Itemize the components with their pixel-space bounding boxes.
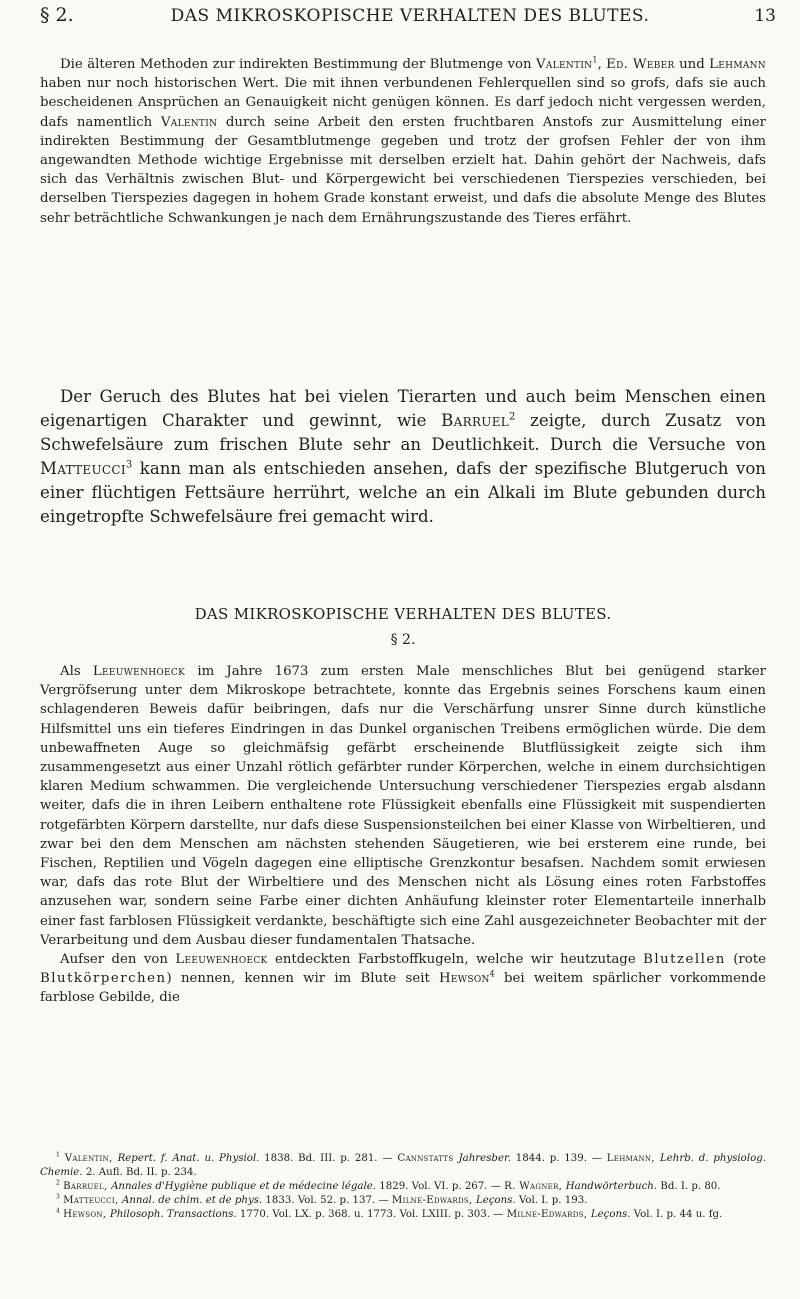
footnotes [40,1152,766,1222]
author-hewson: Hewson [439,971,490,987]
term-blutkoerperchen: Blutkörperchen [40,971,167,987]
author-valentin-2: Valentin [160,114,218,130]
footnote-3: $^3$ Matteucci, Annal. de chim. et de phys. 1833. Vol. 52. p. 137. — Milne-Edwards, Leçons. Vol. I. p. 193. [56,1193,588,1206]
header-title: DAS MIKROSKOPISCHE VERHALTEN DES BLUTES. [170,6,650,26]
paragraph-microscopy [40,662,766,1008]
book-page [40,0,780,1220]
footnote-ref-4: 4 [489,969,495,979]
author-leeuwenhoeck: Leeuwenhoeck [92,664,186,679]
chapter-heading: DAS MIKROSKOPISCHE VERHALTEN DES BLUTES. [194,605,612,623]
footnote-2: $^2$ Barruel, Annales d'Hygiène publique et de médecine légale. 1829. Vol. VI. p. 267. — R. Wagner, Handwörterbuch. Bd. I. p. 80. [56,1179,721,1192]
section-number: § 2. [390,632,416,648]
paragraph-blood-odor: Der Geruch des Blutes hat bei vielen Tierarten und auch beim Menschen einen eigenartigen Charakter und gewinnt, wie Barruel$^2$ zeigte, durch Zusatz von Schwefelsäure zum frischen Blute sehr an Deutlichkeit. Durch die Versuche von Matteucci$^3$ kann man als entschieden ansehen, dafs der spezifische Blutgeruch von einer flüchtigen Fettsäure herrührt, welche an ein Alkali im Blute gebunden durch eingetropfte Schwefelsäure frei gemacht wird. [40,387,766,526]
footnote-1: $^1$ Valentin, Repert. f. Anat. u. Physiol. 1838. Bd. III. p. 281. — Cannstatts Jahresber. 1844. p. 139. — Lehmann, Lehrb. d. physiolog. Chemie. 2. Aufl. Bd. II. p. 234. [40,1151,766,1178]
paragraph-leeuwenhoeck: Als Leeuwenhoeck im Jahre 1673 zum ersten Male menschliches Blut bei genügend starker Vergröfserung unter dem Mikroskope betrachtete, konnte das Ergebnis seines Forschens kaum einen schlagenderen Beweis dafür beibringen, dafs nur die Verschärfung unsrer Sinne durch künstliche Hilfsmittel uns ein tieferes Eindringen in das Dunkel organischen Treibens ermöglichen würde. Die dem unbewaffneten Auge so gleichmäfsig gefärbt erscheinende Blutflüssigkeit zeigte sich ihm zusammengesetzt aus einer Unzahl rötlich gefärbter runder Körperchen, welche in einem durchsichtigen klaren Medium schwammen. Die vergleichende Untersuchung verschiedener Tierspezies ergab alsdann weiter, dafs die in ihren Leibern enthaltene rote Flüssigkeit ebenfalls eine Flüssigkeit mit suspendierten rotgefärbten Körpern darstellte, nur dafs diese Suspensionsteilchen bei einer Klasse von Wirbeltieren, und zwar bei den dem Menschen am nächsten stehenden Säugetieren, wie bei ersterem eine runde, bei Fischen, Reptilien und Vögeln dagegen eine elliptische Grenzkontur besafsen. Nachdem somit erwiesen war, dafs das rote Blut der Wirbeltiere und des Menschen nicht als Lösung eines roten Farbstoffes anzusehen war, sondern seine Farbe einer dichten Anhäufung kleinster roter Elementarteile innerhalb einer fast farblosen Flüssigkeit verdankte, beschäftigte sich eine Zahl ausgezeichneter Beobachter mit der Verarbeitung und dem Ausbau dieser fundamentalen Thatsache. [40,664,766,948]
paragraph-blood-quantity: Die älteren Methoden zur indirekten Bestimmung der Blutmenge von Valentin$^1$, Ed. Weber und Lehmann haben nur noch historischen Wert. Die mit ihnen verbundenen Fehlerquellen sind so grofs, dafs sie auch bescheidenen Ansprüchen an Genauigkeit nicht genügen können. Es darf jedoch nicht vergessen werden, dafs namentlich Valentin durch seine Arbeit den ersten fruchtbaren Anstofs zur Ausmittelung einer indirekten Bestimmung der Gesamtblutmenge gegeben und trotz der grofsen Fehler der von ihm angewandten Methode wichtige Ergebnisse mit derselben erzielt hat. Dahin gehört der Nachweis, dafs sich das Verhältnis zwischen Blut- und Körpergewicht bei verschiedenen Tierspezies verschieden, bei derselben Tierspezies dagegen in hohem Grade konstant erweist, und dafs die absolute Menge des Blutes sehr beträchtliche Schwankungen je nach dem Ernährungszustande des Tieres erfährt. [40,55,766,226]
header-section: § 2. [40,4,74,26]
page-number: 13 [754,6,776,26]
term-blutzellen: Blutzellen [643,952,726,968]
footnote-ref-1: 1 [592,55,598,65]
paragraph-blood-cells: Aufser den von Leeuwenhoeck entdeckten Farbstoffkugeln, welche wir heutzutage Blutzellen (rote Blutkörperchen) nennen, kennen wir im Blute seit Hewson$^4$ bei weitem spärlicher vorkommende farblose Gebilde, die [40,952,766,1006]
author-barruel: Barruel [441,411,510,430]
running-header [40,0,780,40]
footnote-4: $^4$ Hewson, Philosoph. Transactions. 1770. Vol. LX. p. 368. u. 1773. Vol. LXIII. p. 303. — Milne-Edwards, Leçons. Vol. I. p. 44 u. fg. [56,1207,723,1220]
author-lehmann: Lehmann [709,57,766,72]
author-valentin: Valentin [536,57,593,72]
author-weber: Ed. Weber [606,57,675,72]
author-leeuwenhoeck-2: Leeuwenhoeck [175,952,268,968]
author-matteucci: Matteucci [40,459,126,478]
footnote-ref-2: 2 [509,411,516,423]
footnote-ref-3: 3 [125,459,133,471]
